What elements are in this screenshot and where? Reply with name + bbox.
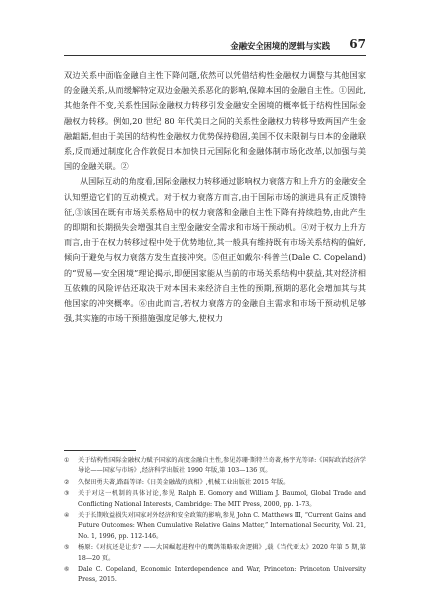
footnote [64,511,366,542]
footnote-mark: ④ [64,512,70,520]
running-header [64,39,366,56]
footnote-text: 久保田勇夫著,路磊等译:《日美金融战的真相》,机械工业出版社 2015 年版。 [78,478,290,486]
body-text [64,68,366,326]
footnote-mark: ② [64,478,70,486]
footnote-mark: ⑤ [64,544,70,552]
footnote-mark: ⑥ [64,566,70,574]
footnote-text: 关于长期收益损失对国家对外经济和安全政策的影响,参见 John C. Matthews Ⅲ, “Current Gains and Future Outcomes: When Cumulative Relative Gains Matter,” International Security, Vol. 21, No. 1, 1996, pp. 112-146。 [78,512,366,540]
paragraph: 从国际互动的角度看,国际金融权力转移通过影响权力衰落方和上升方的金融安全认知塑造它们的互动模式。对于权力衰落方而言,由于国际市场的演进具有正反馈特征,③该国在既有市场关系格局中的权力衰落和金融自主性下降有持续趋势,由此产生的即期和长期损失会增强其自主型金融安全需求和市场干预动机。④对于权力上升方而言,由于在权力转移过程中处于优势地位,其一般具有维持既有市场关系结构的偏好,倾向于避免与权力衰落方发生直接冲突。⑤但正如戴尔·科普兰(Dale C. Copeland)的“贸易—安全困境”理论揭示,即便国家能从当前的市场关系结构中获益,其对经济相互依赖的风险评估还取决于对本国未来经济自主性的预期,预期的恶化会增加其与其他国家的冲突概率。⑥由此而言,若权力衰落方的金融自主需求和市场干预动机足够强,其实施的市场干预措施强度足够大,使权力 [64,176,366,324]
page-number: 67 [349,37,366,51]
footnote [64,543,366,564]
running-title: 金融安全困境的逻辑与实践 [230,41,330,51]
footnote-separator [64,450,136,451]
footnote [64,478,366,488]
footnote [64,565,366,586]
footnote-text: 杨原:《对抗还是让步? ——大国崛起进程中的鹰鸽策略取舍逻辑》,载《当代亚太》2020 年第 5 期,第 18—20 页。 [78,544,366,562]
footnote-mark: ③ [64,490,70,498]
footnote [64,489,366,510]
footnotes [64,456,366,587]
footnote-text: 关于结构性国际金融权力赋予国家的高度金融自主性,参见苏珊·斯特兰奇著,杨宇光等译:《国际政治经济学导论——国家与市场》,经济科学出版社 1990 年版,第 103—136 页。 [78,457,366,475]
paragraph: 双边关系中面临金融自主性下降问题,依然可以凭借结构性金融权力调整与其他国家的金融关系,从而缓解特定双边金融关系恶化的影响,保障本国的金融自主性。①因此,其他条件不变,关系性国际金融权力转移引发金融安全困境的概率低于结构性国际金融权力转移。例如,20 世纪 80 年代美日之间的关系性金融权力转移导致两国产生金融龃龉,但由于美国的结构性金融权力优势保持稳固,美国不仅未限制与日本的金融联系,反而通过制度化合作敦促日本加快日元国际化和金融体制市场化改革,以加强与美国的金融关联。② [64,70,366,172]
footnote-text: Dale C. Copeland, Economic Interdependence and War, Princeton: Princeton University Press, 2015. [78,566,366,584]
footnote-text: 关于对这一机制的具体讨论,参见 Ralph E. Gomory and William J. Baumol, Global Trade and Conflicting National Interests, Cambridge: The MIT Press, 2000, pp. 1-73。 [78,490,366,508]
footnote-mark: ① [64,457,70,464]
footnote [64,456,366,477]
